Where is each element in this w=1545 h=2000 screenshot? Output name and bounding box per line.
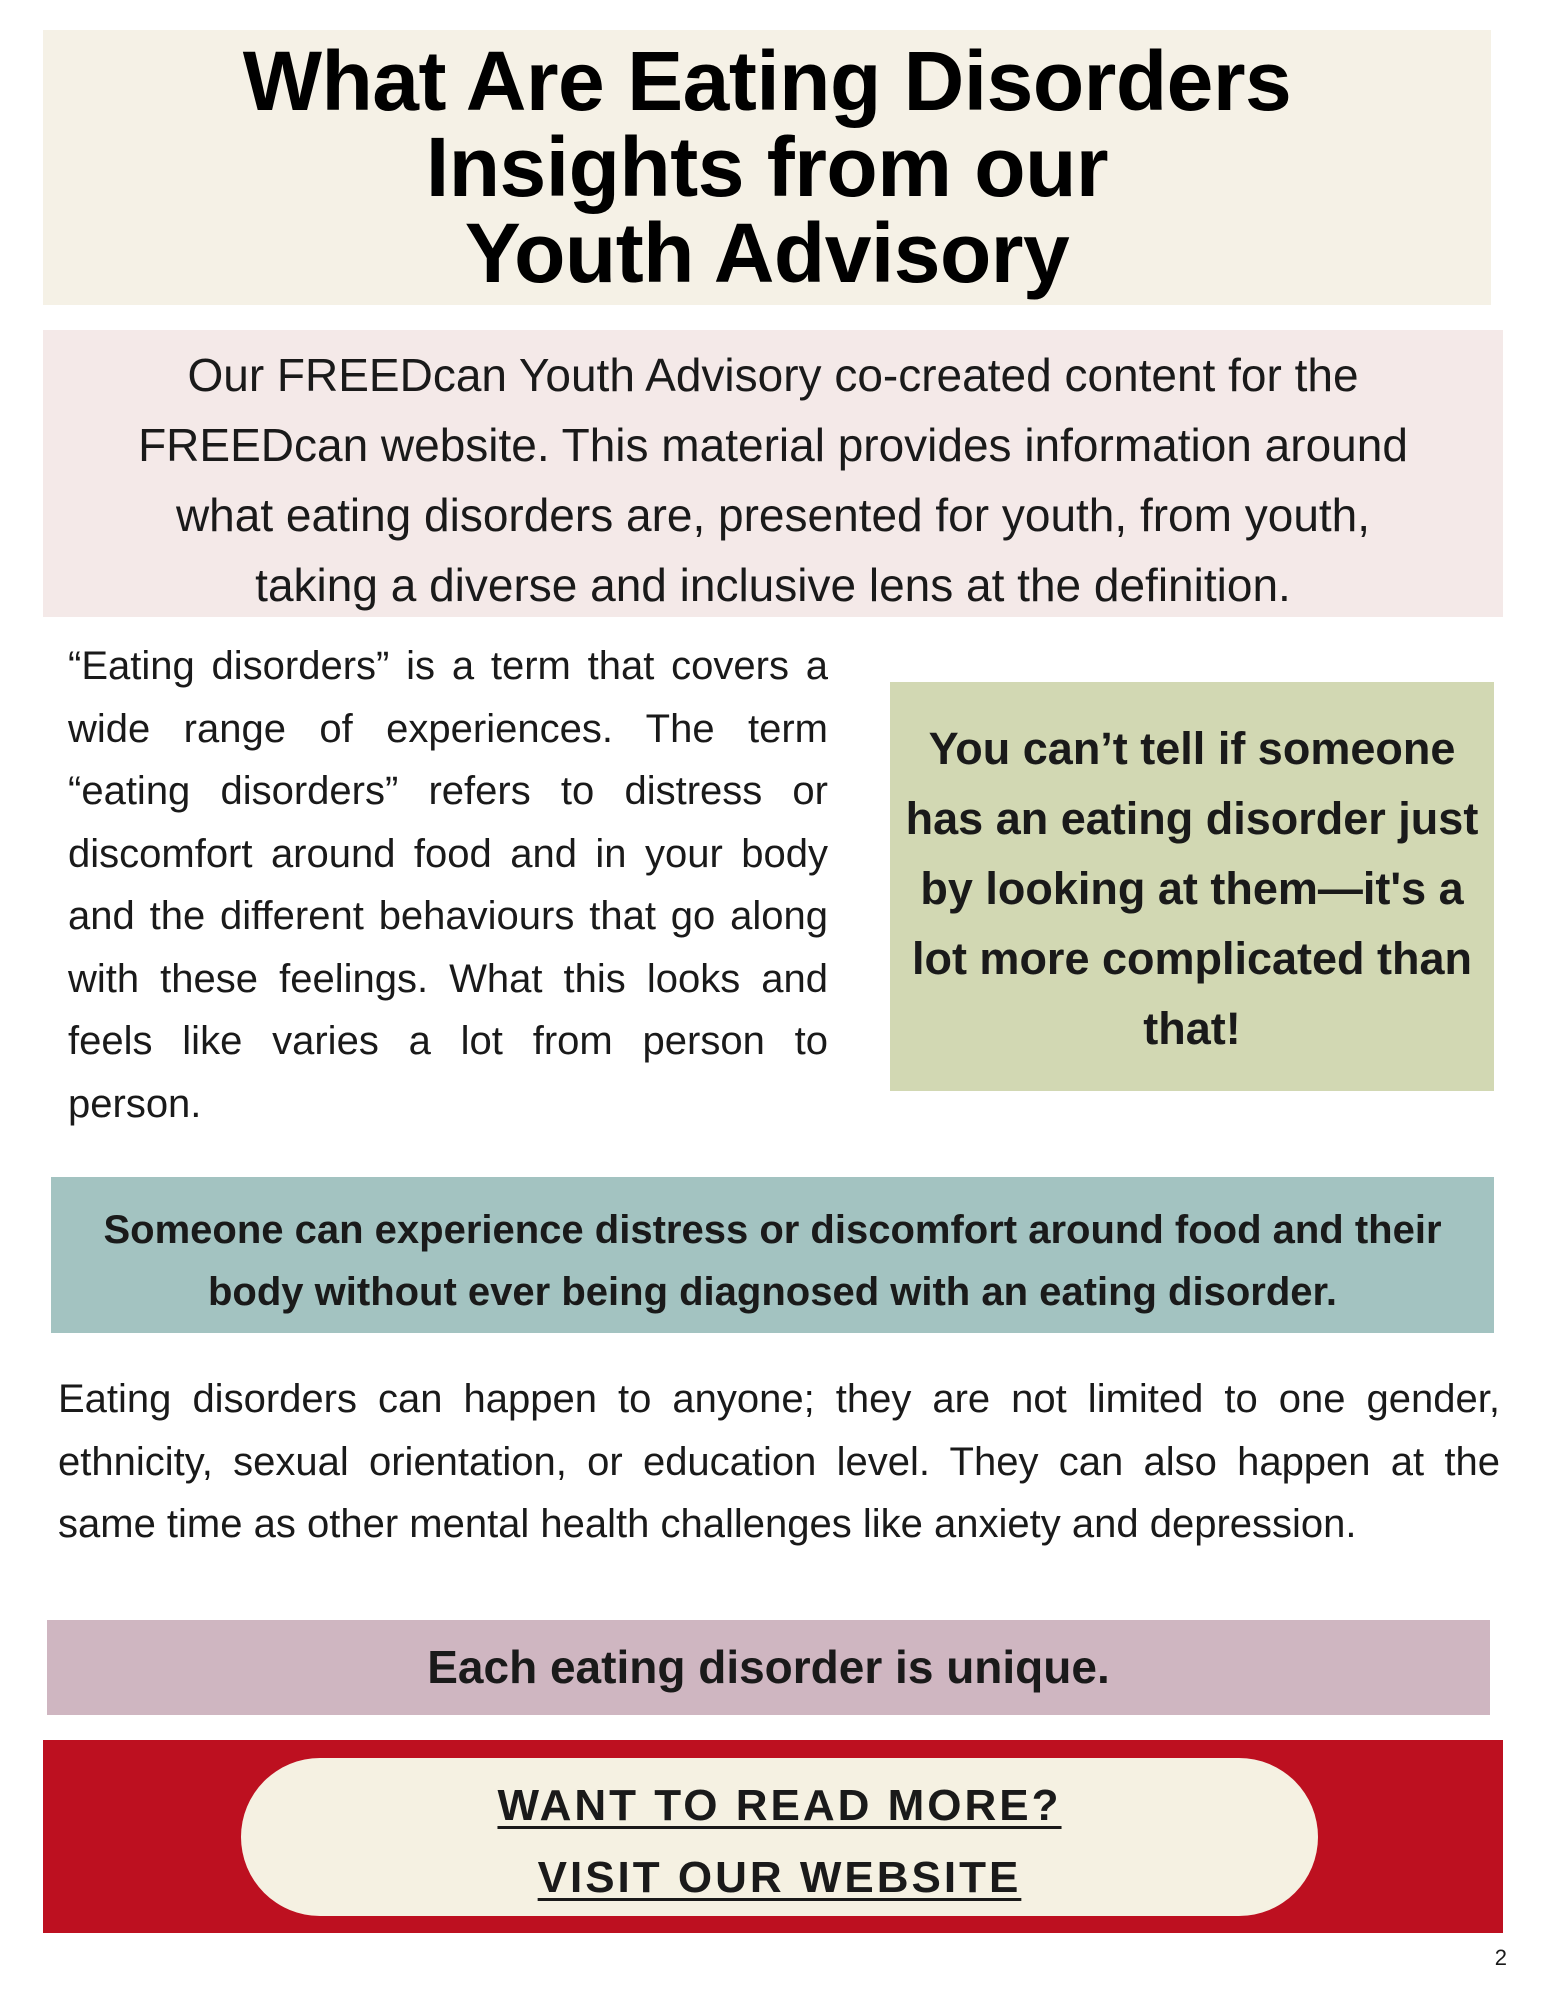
callout-unique: Each eating disorder is unique. <box>47 1620 1490 1715</box>
callout-appearance: You can’t tell if someone has an eating disorder just by looking at them—it's a lot more complicated than that! <box>890 682 1494 1091</box>
page-title-line-3: Youth Advisory <box>464 206 1070 300</box>
cta-banner <box>43 1740 1503 1933</box>
intro-line-3: what eating disorders are, presented for youth, from youth, <box>175 489 1371 541</box>
anyone-paragraph: Eating disorders can happen to anyone; they are not limited to one gender, ethnicity, sexual orientation, or education level. They can also happen at the same time as other mental health challenges like anxiety and depression. <box>58 1377 1500 1546</box>
definition-paragraph: “Eating disorders” is a term that covers a wide range of experiences. The term “eating disorders” refers to distress or discomfort around food and in your body and the different behaviours that go along with these feelings. What this looks and feels like varies a lot from person to person. <box>68 644 828 1126</box>
title-banner <box>43 30 1491 305</box>
intro-line-1: Our FREEDcan Youth Advisory co-created content for the <box>187 349 1359 401</box>
callout-diagnosis: Someone can experience distress or discomfort around food and their body without ever being diagnosed with an eating disorder. <box>51 1177 1494 1333</box>
read-more-link[interactable]: WANT TO READ MORE? <box>497 1781 1062 1830</box>
intro-line-2: FREEDcan website. This material provides information around <box>138 419 1408 471</box>
page-number: 2 <box>1494 1945 1507 1970</box>
page-title-line-2: Insights from our <box>425 120 1109 214</box>
intro-line-4: taking a diverse and inclusive lens at the definition. <box>255 559 1291 611</box>
visit-website-link[interactable]: VISIT OUR WEBSITE <box>537 1853 1022 1902</box>
intro-banner <box>43 330 1503 617</box>
page-title-line-1: What Are Eating Disorders <box>242 34 1292 128</box>
cta-pill[interactable] <box>241 1758 1318 1916</box>
